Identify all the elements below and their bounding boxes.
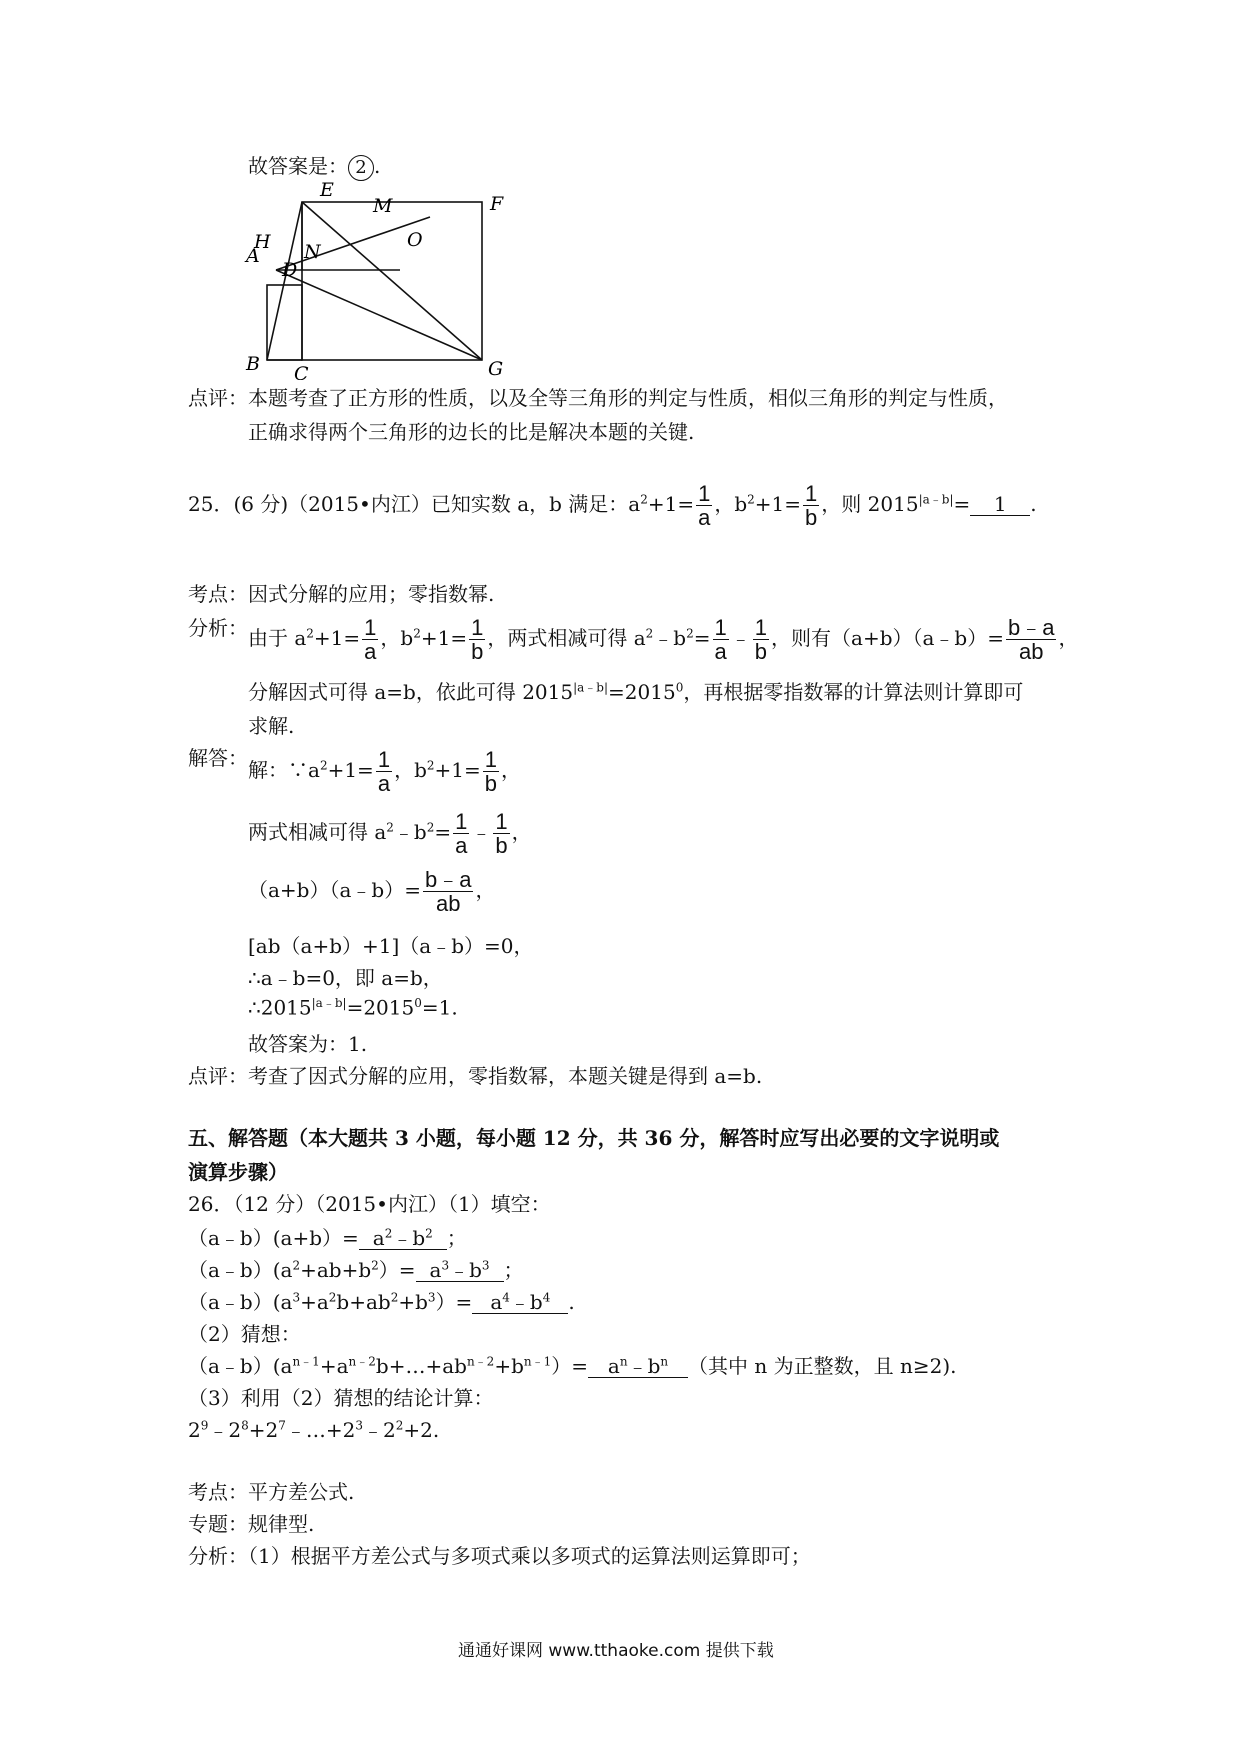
q25-jieda-line4: [ab（a+b）+1]（a﹣b）=0， bbox=[248, 934, 534, 958]
line-eg bbox=[302, 202, 482, 360]
q26-fill-line1: （a﹣b）(a+b）= $a^2﹣b^2$ ； bbox=[188, 1226, 467, 1250]
q26-guess-line: $(a﹣b)(a^{n﹣1}+a^{n﹣2}b+\dots+ab^{n﹣2}+b^{n﹣1})=$ $a^n﹣b^n$ （其中 n 为正整数，且 n≥2). bbox=[188, 1354, 957, 1378]
q25-jieda-line7: 故答案为：1. bbox=[248, 1032, 368, 1056]
label-f: F bbox=[490, 193, 504, 215]
square-abcd bbox=[267, 285, 302, 360]
label-m: M bbox=[373, 195, 393, 217]
q26-zhuanti: 专题：规律型. bbox=[188, 1512, 315, 1536]
q26-blank2: $a^3﹣b^3$ bbox=[416, 1259, 504, 1282]
q26-fill-line2: $(a﹣b)(a^2+ab+b^2)=$ $a^3﹣b^3$ ； bbox=[188, 1258, 524, 1282]
label-g: G bbox=[488, 358, 504, 380]
q25-fenxi-label: 分析： bbox=[188, 616, 248, 640]
q26-blank3: $a^4﹣b^4$ bbox=[472, 1291, 568, 1314]
q26-calc-line: $2^9﹣2^8+2^7﹣\dots+2^3﹣2^2+2$. bbox=[188, 1418, 440, 1442]
label-b: B bbox=[246, 353, 260, 375]
q25-fenxi-line3: 求解. bbox=[248, 714, 295, 738]
q26-fenxi: 分析：（1）根据平方差公式与多项式乘以多项式的运算法则运算即可； bbox=[188, 1544, 811, 1568]
label-n: N bbox=[304, 241, 321, 263]
circled-answer: 2 bbox=[348, 155, 374, 181]
q25-fenxi-line2: 分解因式可得 a=b，依此可得 $2015^{|a﹣b|}=2015^0$，再根据零指数幂的计算法则计算即可 bbox=[248, 680, 1024, 704]
q25-dianping: 点评：考查了因式分解的应用，零指数幂，本题关键是得到 a=b. bbox=[188, 1064, 763, 1088]
label-o: O bbox=[407, 229, 423, 251]
q25-jieda-line3: （a+b）（a﹣b）= $\frac{b﹣a}{ab}$ ， bbox=[248, 867, 496, 917]
q25-answer-blank: 1 bbox=[970, 493, 1030, 516]
q26-guess-label: （2）猜想： bbox=[188, 1322, 301, 1346]
label-c: C bbox=[294, 363, 309, 380]
top-comment-line1: 点评：本题考查了正方形的性质，以及全等三角形的判定与性质，相似三角形的判定与性质， bbox=[188, 386, 1008, 410]
q26-blank4: $a^n﹣b^n$ bbox=[588, 1355, 688, 1378]
q25-jieda-line5: ∴a﹣b=0，即 a=b， bbox=[248, 966, 443, 990]
section-heading-line2: 演算步骤） bbox=[188, 1160, 288, 1184]
q26-blank1: $a^2﹣b^2$ bbox=[359, 1227, 447, 1250]
q26-fill-line3: $(a﹣b)(a^3+a^2b+ab^2+b^3)=$ $a^4﹣b^4$ . bbox=[188, 1290, 575, 1314]
q25-kaodian: 考点：因式分解的应用；零指数幂. bbox=[188, 582, 495, 606]
q25-jieda-line2: 两式相减可得 $a^2﹣b^2=$ $\frac{1}{a}$ ﹣ $\frac{1}{b}$ ， bbox=[248, 809, 532, 859]
label-a: A bbox=[246, 245, 260, 267]
label-d: D bbox=[282, 259, 298, 281]
section-heading-line1: 五、解答题（本大题共 3 小题，每小题 12 分，共 36 分，解答时应写出必要的文字说明或 bbox=[188, 1126, 1000, 1150]
q25-jieda-label: 解答： bbox=[188, 746, 248, 770]
q25-jieda-line1: 解：$\because a^2+1=$ $\frac{1}{a}$ ，$b^2+1=$ $\frac{1}{b}$ ， bbox=[248, 747, 522, 797]
q26-kaodian: 考点：平方差公式. bbox=[188, 1480, 355, 1504]
line-be bbox=[267, 202, 302, 360]
q25-stem: 25．(6 分)（2015•内江）已知实数 a，b 满足：$a^2+1=$ $\frac{1}{a}$ ，$b^2+1=$ $\frac{1}{b}$ ，则 $2015^{|a﹣b|}= 1$ . bbox=[188, 481, 1037, 531]
answer-line: 故答案是： 2 . bbox=[248, 150, 380, 181]
frac-1-over-b: $\frac{1}{b}$ bbox=[805, 481, 818, 531]
top-comment-line2: 正确求得两个三角形的边长的比是解决本题的关键. bbox=[248, 420, 695, 444]
q26-use-label: （3）利用（2）猜想的结论计算： bbox=[188, 1386, 494, 1410]
label-e: E bbox=[320, 180, 334, 201]
line-hg bbox=[276, 270, 482, 360]
answer-prefix: 故答案是： bbox=[248, 154, 348, 178]
geometry-figure bbox=[240, 180, 530, 380]
q26-stem: 26．（12 分）（2015•内江）（1）填空： bbox=[188, 1192, 551, 1216]
page-footer: 通通好课网 www.tthaoke.com 提供下载 bbox=[458, 1641, 774, 1661]
label-h: H bbox=[254, 231, 271, 253]
q25-fenxi-line1: 由于 $a^2+1=$ $\frac{1}{a}$ ，$b^2+1=$ $\frac{1}{b}$ ，两式相减可得 $a^2﹣b^2=$ $\frac{1}{a}$ ﹣ $\frac{1}{b}$ ，则有（a+b）（a﹣b）= $\frac{b﹣a}{ab}$ ， bbox=[248, 615, 1079, 665]
frac-1-over-a: $\frac{1}{a}$ bbox=[698, 481, 711, 531]
q25-jieda-line6: $\therefore 2015^{|a﹣b|}=2015^0=1$. bbox=[248, 995, 458, 1020]
